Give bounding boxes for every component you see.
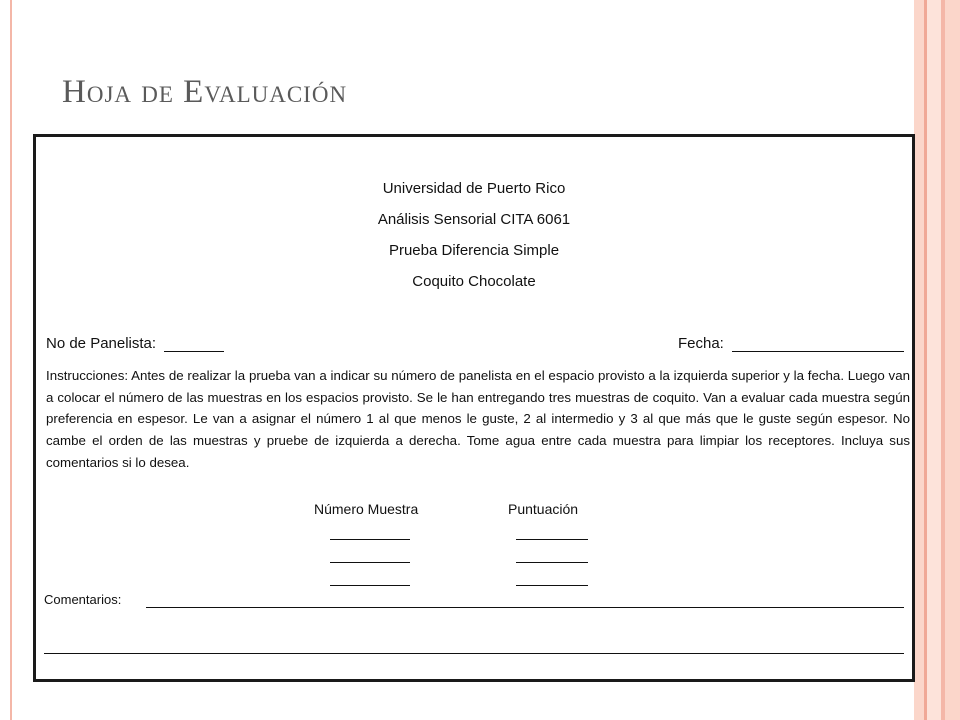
sample-blank-1[interactable] — [330, 539, 410, 540]
right-decorative-stripes — [914, 0, 960, 720]
header-test: Prueba Diferencia Simple — [388, 242, 560, 259]
sheet-header — [36, 173, 912, 297]
header-university: Universidad de Puerto Rico — [382, 180, 566, 197]
score-blank-2[interactable] — [516, 562, 588, 563]
date-blank[interactable] — [732, 335, 904, 352]
panelist-label: No de Panelista: — [46, 335, 157, 352]
left-border-line — [10, 0, 12, 720]
date-field — [678, 335, 904, 352]
instructions-text: Instrucciones: Antes de realizar la prueba van a indicar su número de panelista en el espacio provisto a la izquierda superior y la fecha. Luego van a colocar el número de las muestras en los espacios provisto. Se le han entregando tres muestras de coquito. Van a evaluar cada muestra según preferencia en espesor. Le van a asignar el número 1 al que menos le guste, 2 al intermedio y 3 al que más que le guste según espesor. No cambe el orden de las muestras y pruebe de izquierda a derecha. Tome agua entre cada muestra para limpiar los receptores. Incluya sus comentarios si lo desea. — [46, 368, 910, 470]
comments-blank-2[interactable] — [44, 653, 904, 654]
comments-label: Comentarios: — [44, 592, 122, 607]
sample-number-heading: Número Muestra — [314, 501, 419, 517]
header-product: Coquito Chocolate — [412, 273, 536, 290]
slide-title: Hoja de Evaluación — [62, 74, 348, 110]
header-course: Análisis Sensorial CITA 6061 — [377, 211, 571, 228]
comments-blank-1[interactable] — [146, 607, 904, 608]
date-label: Fecha: — [677, 335, 724, 352]
panelist-blank[interactable] — [164, 335, 224, 352]
sample-blank-3[interactable] — [330, 585, 410, 586]
sample-blank-2[interactable] — [330, 562, 410, 563]
score-blank-1[interactable] — [516, 539, 588, 540]
score-blank-3[interactable] — [516, 585, 588, 586]
evaluation-sheet — [33, 134, 915, 682]
panelist-field — [46, 335, 224, 352]
score-heading: Puntuación — [508, 501, 579, 517]
